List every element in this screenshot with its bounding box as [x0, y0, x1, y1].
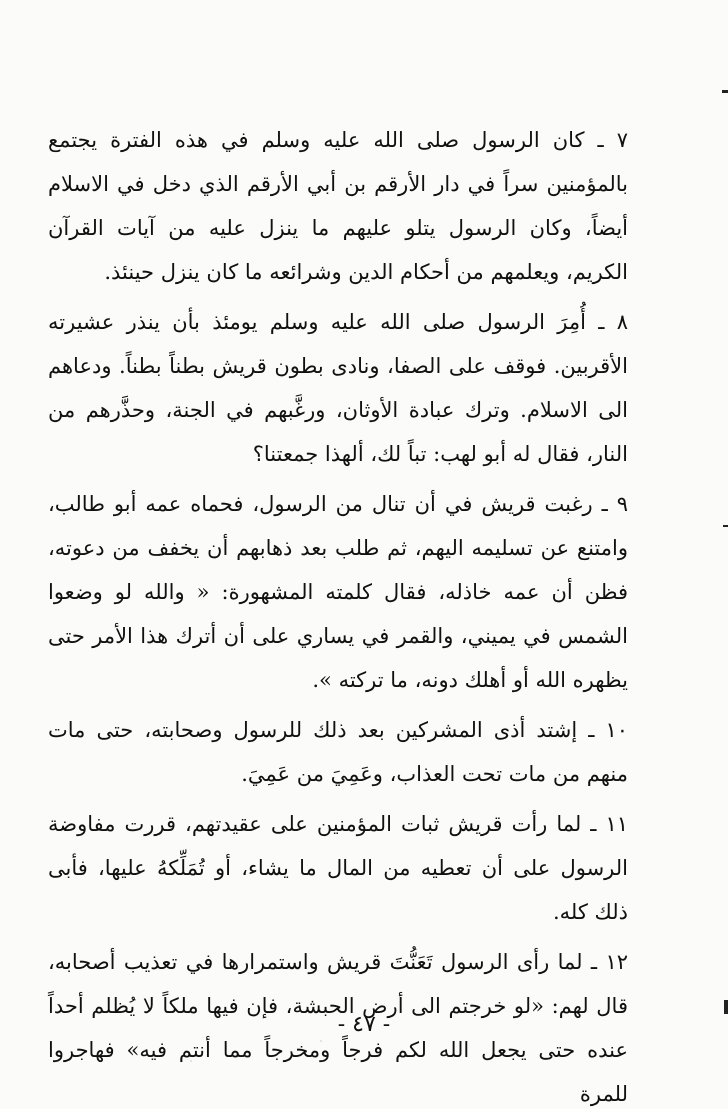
scan-speck: [190, 1060, 192, 1062]
scan-speck: [320, 1040, 322, 1042]
page-number: - ٤٧ -: [337, 1012, 391, 1037]
scan-edge-mark-lower: [724, 1000, 728, 1014]
body-text: [48, 118, 628, 1116]
scan-edge-mark-top: [722, 90, 728, 93]
paragraph-7: ٧ ـ كان الرسول صلى الله عليه وسلم في هذه الفترة يجتمع بالمؤمنين سراً في دار الأرقم بن أبي الأرقم الذي دخل في الاسلام أيضاً، وكان الرسول يتلو عليهم ما ينزل عليه من آيات القرآن الكريم، ويعلمهم من أحكام الدين وشرائعه ما كان ينزل حينئذ.: [48, 128, 628, 284]
paragraph-10: ١٠ ـ إشتد أذى المشركين بعد ذلك للرسول وصحابته، حتى مات منهم من مات تحت العذاب، وعَمِيَ من عَمِيَ.: [48, 718, 628, 786]
scan-speck: [210, 820, 213, 823]
paragraph-12: ١٢ ـ لما رأى الرسول تَعَنُّتَ قريش واستمرارها في تعذيب أصحابه، قال لهم: «لو خرجتم الى أرض الحبشة، فإن فيها ملكاً لا يُظلم أحداً عنده حتى يجعل الله لكم فرجاً ومخرجاً مما أنتم فيه» فهاجروا للمرة: [48, 950, 628, 1106]
paragraph-11: ١١ ـ لما رأت قريش ثبات المؤمنين على عقيدتهم، قررت مفاوضة الرسول على أن تعطيه من المال ما يشاء، أو تُمَلِّكهُ عليها، فأبى ذلك كله.: [48, 812, 628, 924]
paragraph-8: ٨ ـ أُمِرَ الرسول صلى الله عليه وسلم يومئذ بأن ينذر عشيرته الأقربين. فوقف على الصفا، ونادى بطون قريش بطناً بطناً. ودعاهم الى الاسلام. وترك عبادة الأوثان، ورغَّبهم في الجنة، وحذَّرهم من النار، فقال له أبو لهب: تباً لك، ألهذا جمعتنا؟: [48, 310, 628, 466]
scan-edge-mark-middle: [723, 525, 728, 527]
paragraph-9: ٩ ـ رغبت قريش في أن تنال من الرسول، فحماه عمه أبو طالب، وامتنع عن تسليمه اليهم، ثم طلب بعد ذهابهم أن يخفف من دعوته، فظن أن عمه خاذله، فقال كلمته المشهورة: « والله لو وضعوا الشمس في يميني، والقمر في يساري على أن أترك هذا الأمر حتى يظهره الله أو أهلك دونه، ما تركته ».: [48, 492, 628, 692]
